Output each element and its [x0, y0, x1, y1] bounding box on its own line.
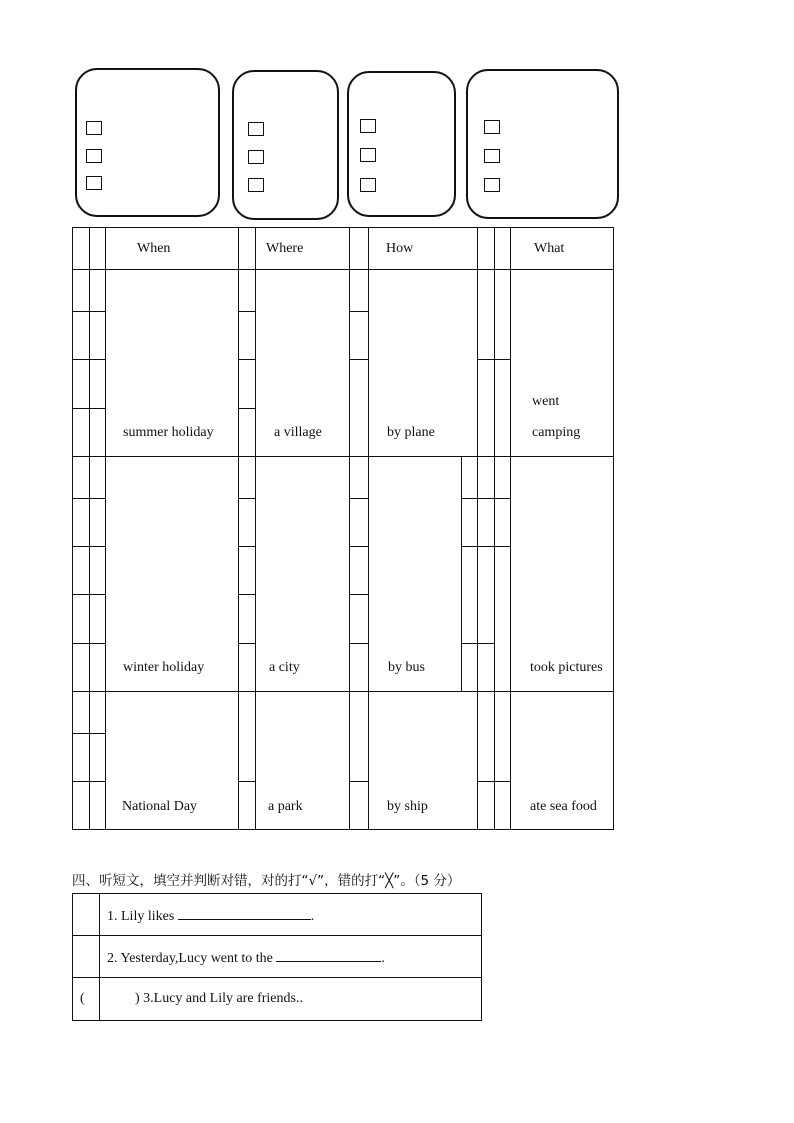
cell-when-3: National Day	[122, 799, 198, 814]
cell-how-3: by ship	[387, 799, 428, 814]
cell-when-2: winter holiday	[123, 660, 205, 675]
checkbox-4-3[interactable]	[484, 178, 500, 192]
cell-what-1-line1: went	[532, 394, 560, 409]
checkbox-1-3[interactable]	[86, 176, 102, 190]
checkbox-group-4	[466, 69, 619, 219]
question-1-period: .	[310, 909, 315, 924]
question-2	[107, 949, 385, 967]
question-1	[107, 907, 314, 925]
header-how: How	[386, 241, 414, 256]
section-4-title: 四、听短文，填空并判断对错，对的打“√”，错的打“╳”。（5 分）	[72, 873, 461, 889]
answer-blank-2[interactable]	[276, 949, 381, 962]
checkbox-3-3[interactable]	[360, 178, 376, 192]
header-when: When	[137, 241, 171, 256]
question-3: ) 3.Lucy and Lily are friends..	[135, 991, 303, 1006]
cell-what-3: ate sea food	[530, 799, 597, 814]
checkbox-2-3[interactable]	[248, 178, 264, 192]
cell-where-1: a village	[274, 425, 322, 440]
checkbox-group-3	[347, 71, 456, 217]
cell-how-2: by bus	[388, 660, 425, 675]
answer-blank-1[interactable]	[178, 907, 311, 920]
cell-what-2: took pictures	[530, 660, 603, 675]
checkbox-3-2[interactable]	[360, 148, 376, 162]
cell-how-1: by plane	[387, 425, 435, 440]
checkbox-1-2[interactable]	[86, 149, 102, 163]
header-where: Where	[266, 241, 304, 256]
question-1-text: 1. Lily likes	[107, 909, 178, 924]
checkbox-2-2[interactable]	[248, 150, 264, 164]
checkbox-3-1[interactable]	[360, 119, 376, 133]
checkbox-1-1[interactable]	[86, 121, 102, 135]
cell-what-1-line2: camping	[532, 425, 581, 440]
checkbox-4-1[interactable]	[484, 120, 500, 134]
cell-where-2: a city	[269, 660, 300, 675]
question-3-paren: (	[80, 991, 85, 1006]
cell-where-3: a park	[268, 799, 303, 814]
checkbox-group-2	[232, 70, 339, 220]
checkbox-2-1[interactable]	[248, 122, 264, 136]
header-what: What	[534, 241, 565, 256]
checkbox-4-2[interactable]	[484, 149, 500, 163]
question-2-text: 2. Yesterday,Lucy went to the	[107, 951, 277, 966]
checkbox-group-1	[75, 68, 220, 217]
cell-when-1: summer holiday	[123, 425, 214, 440]
question-2-period: .	[381, 951, 385, 966]
